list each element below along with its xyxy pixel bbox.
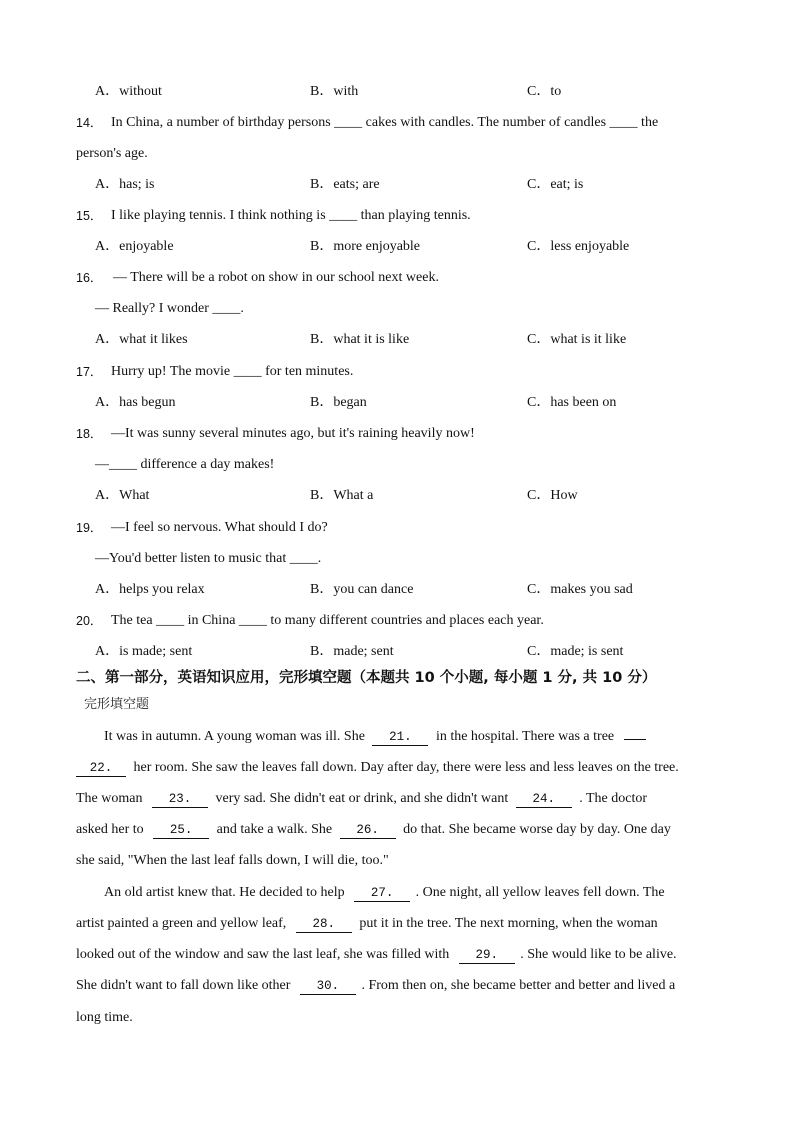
- q20-option-c[interactable]: C．made; is sent: [527, 644, 624, 659]
- q15-option-b[interactable]: B．more enjoyable: [310, 239, 421, 254]
- q17-option-c[interactable]: C．has been on: [527, 395, 617, 410]
- q14-option-b[interactable]: B．eats; are: [310, 177, 380, 192]
- blank-27[interactable]: 27.: [354, 886, 410, 902]
- question-text: — There will be a robot on show in our school next week.: [113, 270, 439, 285]
- question-text: —You'd better listen to music that ____.: [95, 551, 322, 566]
- q19-option-c[interactable]: C．makes you sad: [527, 582, 633, 597]
- passage-line-9: She didn't want to fall down like other 30. . From then on, she became better and better and lived a: [76, 978, 676, 993]
- passage-line-7: artist painted a green and yellow leaf, 28. put it in the tree. The next morning, when the woman: [76, 916, 658, 931]
- blank-24[interactable]: 24.: [516, 792, 572, 808]
- question-text: The tea ____ in China ____ to many different countries and places each year.: [111, 613, 544, 628]
- passage-line-10: long time.: [76, 1010, 133, 1025]
- blank-30[interactable]: 30.: [300, 979, 356, 995]
- q13-option-a[interactable]: A．without: [95, 84, 162, 99]
- q18-option-a[interactable]: A．What: [95, 488, 150, 503]
- question-text: —It was sunny several minutes ago, but it's raining heavily now!: [111, 426, 475, 441]
- passage-line-3: The woman 23. very sad. She didn't eat or drink, and she didn't want 24. . The doctor: [76, 791, 648, 806]
- question-number: 16．: [76, 271, 103, 285]
- blank-25[interactable]: 25.: [153, 823, 209, 839]
- passage-line-2: 22. her room. She saw the leaves fall down. Day after day, there were less and less leaves on the tree.: [76, 758, 679, 778]
- q16-option-c[interactable]: C．what is it like: [527, 332, 627, 347]
- question-text: I like playing tennis. I think nothing is ____ than playing tennis.: [111, 208, 471, 223]
- passage-line-8: looked out of the window and saw the last leaf, she was filled with 29. . She would like to be alive.: [76, 947, 677, 962]
- question-text: —I feel so nervous. What should I do?: [111, 520, 328, 535]
- q17-option-b[interactable]: B．began: [310, 395, 367, 410]
- question-text: —____ difference a day makes!: [95, 457, 275, 472]
- q15-option-c[interactable]: C．less enjoyable: [527, 239, 630, 254]
- q20-option-a[interactable]: A．is made; sent: [95, 644, 193, 659]
- q16-option-a[interactable]: A．what it likes: [95, 332, 188, 347]
- passage-line-6: An old artist knew that. He decided to help 27. . One night, all yellow leaves fell down. The: [104, 885, 665, 900]
- q18-option-b[interactable]: B．What a: [310, 488, 374, 503]
- q16-option-b[interactable]: B．what it is like: [310, 332, 410, 347]
- q14-option-a[interactable]: A．has; is: [95, 177, 155, 192]
- question-text: — Really? I wonder ____.: [95, 301, 244, 316]
- q13-option-c[interactable]: C．to: [527, 84, 562, 99]
- question-text: Hurry up! The movie ____ for ten minutes.: [111, 364, 354, 379]
- question-number: 18．: [76, 427, 103, 441]
- passage-line-4: asked her to 25. and take a walk. She 26. do that. She became worse day by day. One day: [76, 822, 671, 837]
- blank-26[interactable]: 26.: [340, 823, 396, 839]
- question-number: 20．: [76, 614, 103, 628]
- blank-21[interactable]: 21.: [372, 730, 428, 746]
- passage-line-5: she said, "When the last leaf falls down, I will die, too.": [76, 853, 389, 868]
- blank-22[interactable]: 22.: [76, 761, 126, 777]
- question-number: 14．: [76, 116, 103, 130]
- question-text: In China, a number of birthday persons ____ cakes with candles. The number of candles ____ the: [111, 115, 659, 130]
- question-number: 17．: [76, 365, 103, 379]
- q19-option-a[interactable]: A．helps you relax: [95, 582, 205, 597]
- q17-option-a[interactable]: A．has begun: [95, 395, 176, 410]
- blank-29[interactable]: 29.: [459, 948, 515, 964]
- passage-line-1: It was in autumn. A young woman was ill. She 21. in the hospital. There was a tree: [104, 727, 646, 747]
- q14-option-c[interactable]: C．eat; is: [527, 177, 584, 192]
- question-text: person's age.: [76, 146, 148, 161]
- section-subtitle: 完形填空题: [84, 697, 150, 712]
- blank-22-start[interactable]: [624, 739, 646, 740]
- section-title: 二、第一部分，英语知识应用，完形填空题（本题共 10 个小题, 每小题 1 分, 共 10 分）: [76, 670, 657, 686]
- q19-option-b[interactable]: B．you can dance: [310, 582, 414, 597]
- q13-option-b[interactable]: B．with: [310, 84, 359, 99]
- q18-option-c[interactable]: C．How: [527, 488, 578, 503]
- blank-23[interactable]: 23.: [152, 792, 208, 808]
- q15-option-a[interactable]: A．enjoyable: [95, 239, 174, 254]
- blank-28[interactable]: 28.: [296, 917, 352, 933]
- q20-option-b[interactable]: B．made; sent: [310, 644, 394, 659]
- question-number: 19．: [76, 521, 103, 535]
- question-number: 15．: [76, 209, 103, 223]
